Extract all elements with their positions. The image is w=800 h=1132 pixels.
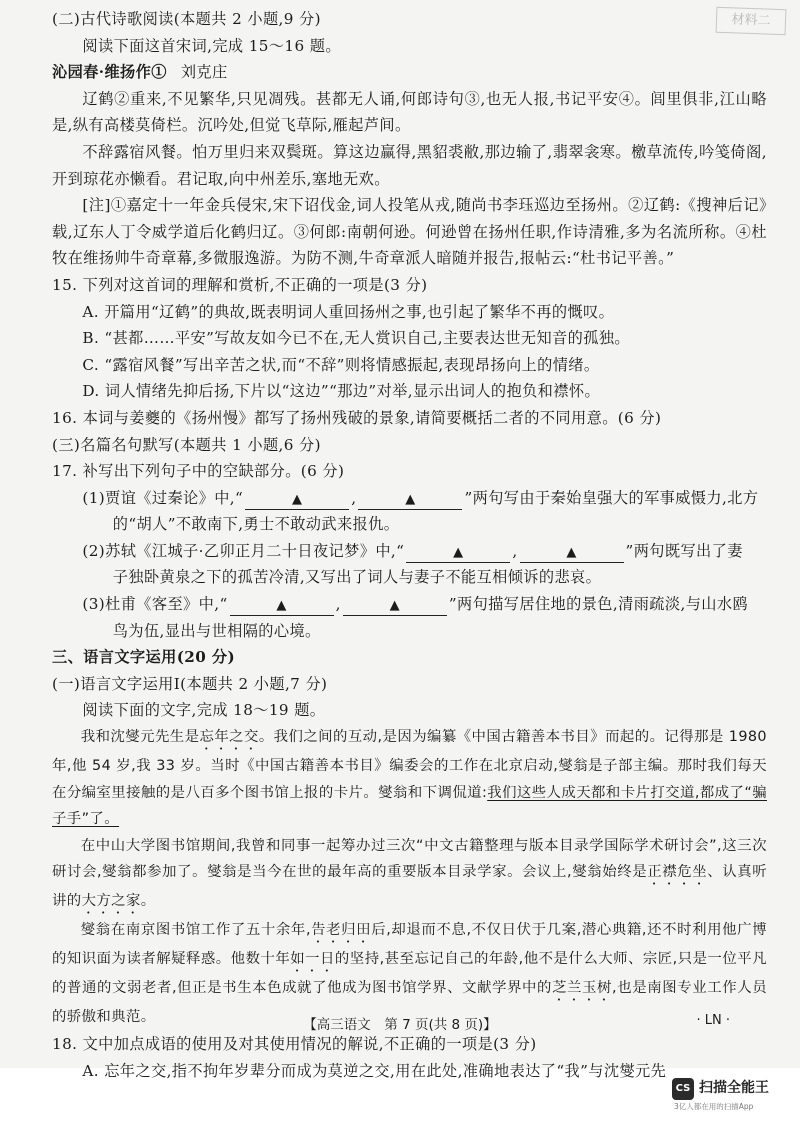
- dotted-idiom: 忘年之交: [199, 729, 259, 746]
- dotted-idiom: 如一日: [290, 951, 335, 968]
- blank-marker-icon: ▲: [405, 491, 416, 507]
- q17-item-3: (3)杜甫《客至》中,“ ▲ , ▲ ”两句描写居住地的景色,清雨疏淡,与山水鸥 鸟为伍,显出与世相隔的心境。: [82, 595, 749, 640]
- poem-stanza-2: 不辞露宿风餐。怕万里归来双鬓斑。算这边赢得,黑貂裘敝,那边输了,翡翠衾寒。檄草流传,吟笺倚阁,开到琼花亦懒看。君记取,向中州差乐,塞地无欢。: [52, 142, 767, 188]
- scanner-brand: 扫描全能王: [699, 1080, 769, 1096]
- dotted-idiom: 告老归田: [310, 922, 372, 939]
- q15-stem: 15. 下列对这首词的理解和赏析,不正确的一项是(3 分): [52, 275, 428, 294]
- passage-paragraph-1: 我和沈燮元先生是忘年之交。我们之间的互动,是因为编纂《中国古籍善本书目》而起的。记得那是 1980 年,他 54 岁,我 33 岁。当时《中国古籍善本书目》编委会的工作在北京启动,燮翁是子部主编。那时我们每天在分编室里接触的是八百多个图书馆上报的卡片。燮翁和下调侃道:我们这些人成天都和卡片打交道,都成了“骗子手”了。: [52, 729, 767, 828]
- q18-option-a: A. 忘年之交,指不拘年岁辈分而成为莫逆之交,用在此处,准确地表达了“我”与沈燮元先: [82, 1061, 667, 1080]
- underlined-sentence: 我们这些人成天都和卡片打交道,都成了“骗子手”了。: [52, 784, 767, 828]
- q17-item-2: (2)苏轼《江城子·乙卯正月二十日夜记梦》中,“ ▲ , ▲ ”两句既写出了妻 子独卧黄泉之下的孤苦冷清,又写出了词人与妻子不能互相倾诉的悲哀。: [82, 541, 743, 587]
- blank-marker-icon: ▲: [566, 544, 577, 560]
- poem-title: 沁园春·维扬作①: [52, 63, 167, 82]
- poem-notes: [注]①嘉定十一年金兵侵宋,宋下诏伐金,词人投笔从戎,随尚书李珏巡边至扬州。②辽鹤:《搜神后记》载,辽东人丁令威学道后化鹤归辽。③何郎:南朝何逊。何逊曾在扬州任职,作诗清雅,多为名流所称。④杜牧在维扬帅牛奇章幕,多微服逸游。为防不测,牛奇章派人暗随并报告,报帖云:“杜书记平善。”: [52, 196, 767, 268]
- q17-stem: 17. 补写出下列句子中的空缺部分。(6 分): [52, 462, 345, 481]
- dotted-idiom: 正襟危坐: [647, 864, 708, 881]
- page-label: 【高三语文 第 7 页(共 8 页)】: [303, 1017, 497, 1033]
- camscanner-logo-icon: CS: [672, 1078, 694, 1100]
- scanner-slogan: 3亿人都在用的扫描App: [674, 1102, 754, 1111]
- page-content: [52, 6, 767, 1084]
- q15-option-a: A. 开篇用“辽鹤”的典故,既表明词人重回扬州之事,也引起了繁华不再的慨叹。: [82, 302, 615, 321]
- q17-item-1: (1)贾谊《过秦论》中,“ ▲ , ▲ ”两句写由于秦始皇强大的军事威慑力,北方 的“胡人”不敢南下,勇士不敢动武来报仇。: [82, 488, 759, 534]
- dotted-idiom: 大方之家: [81, 893, 141, 910]
- language-instruction: 阅读下面的文字,完成 18～19 题。: [82, 701, 326, 720]
- poetry-section-header: (二)古代诗歌阅读(本题共 2 小题,9 分): [52, 10, 321, 28]
- q18-stem: 18. 文中加点成语的使用及对其使用情况的解说,不正确的一项是(3 分): [52, 1035, 537, 1053]
- poem-stanza-1: 辽鹤②重来,不见繁华,只见凋残。甚都无人诵,何郎诗句③,也无人报,书记平安④。闾里俱非,江山略是,纵有高楼莫倚栏。沉吟处,但觉飞草际,雁起芦间。: [52, 89, 767, 135]
- q15-option-c: C. “露宿风餐”写出辛苦之状,而“不辞”则将情感振起,表现昂扬向上的情绪。: [82, 355, 600, 374]
- q16-stem: 16. 本词与姜夔的《扬州慢》都写了扬州残破的景象,请简要概括二者的不同用意。(6 分): [52, 408, 662, 427]
- q15-option-d: D. 词人情绪先抑后扬,下片以“这边”“那边”对举,显示出词人的抱负和襟怀。: [82, 382, 601, 401]
- answer-blank[interactable]: [358, 489, 462, 510]
- answer-blank[interactable]: [245, 489, 349, 510]
- answer-blank[interactable]: [520, 542, 624, 563]
- poetry-instruction: 阅读下面这首宋词,完成 15～16 题。: [82, 36, 341, 55]
- dictation-section-header: (三)名篇名句默写(本题共 1 小题,6 分): [52, 435, 321, 454]
- q15-option-b: B. “甚都……平安”写故友如今已不在,无人赏识自己,主要表达世无知音的孤独。: [82, 329, 630, 348]
- poem-title-line: [52, 59, 767, 86]
- blank-marker-icon: ▲: [276, 598, 287, 614]
- answer-blank[interactable]: [343, 595, 447, 616]
- scanner-watermark: [672, 1077, 782, 1111]
- answer-blank[interactable]: [406, 542, 510, 563]
- answer-blank[interactable]: [230, 595, 334, 616]
- language-section-header: 三、语言文字运用(20 分): [52, 648, 236, 667]
- passage-paragraph-3: 燮翁在南京图书馆工作了五十余年,告老归田后,却退而不息,不仅日伏于几案,潜心典籍,还不时利用他广博的知识面为读者解疑释惑。他数十年如一日的坚持,甚至忘记自己的年龄,他不是什么大师、宗匠,只是一位平凡的普通的文弱老者,但正是书生本色成就了他成为图书馆学界、文献学界中的芝兰玉树,也是南图专业工作人员的骄傲和典范。: [52, 922, 767, 1026]
- passage-paragraph-2: 在中山大学图书馆期间,我曾和同事一起筹办过三次“中文古籍整理与版本目录学国际学术研讨会”,这三次研讨会,燮翁都参加了。燮翁是当今在世的最年高的重要版本目录学家。会议上,燮翁始终是正襟危坐、认真听讲的大方之家。: [52, 837, 767, 910]
- poem-author: 刘克庄: [180, 63, 228, 82]
- exam-code: · LN ·: [696, 1013, 730, 1028]
- dotted-idiom: 芝兰玉树: [552, 980, 613, 997]
- blank-marker-icon: ▲: [453, 544, 464, 560]
- blank-marker-icon: ▲: [292, 491, 303, 507]
- language-sub-header: (一)语言文字运用Ⅰ(本题共 2 小题,7 分): [52, 674, 328, 693]
- corner-tag: 材料二: [716, 7, 787, 35]
- page-footer: [0, 1013, 800, 1033]
- blank-marker-icon: ▲: [389, 598, 401, 614]
